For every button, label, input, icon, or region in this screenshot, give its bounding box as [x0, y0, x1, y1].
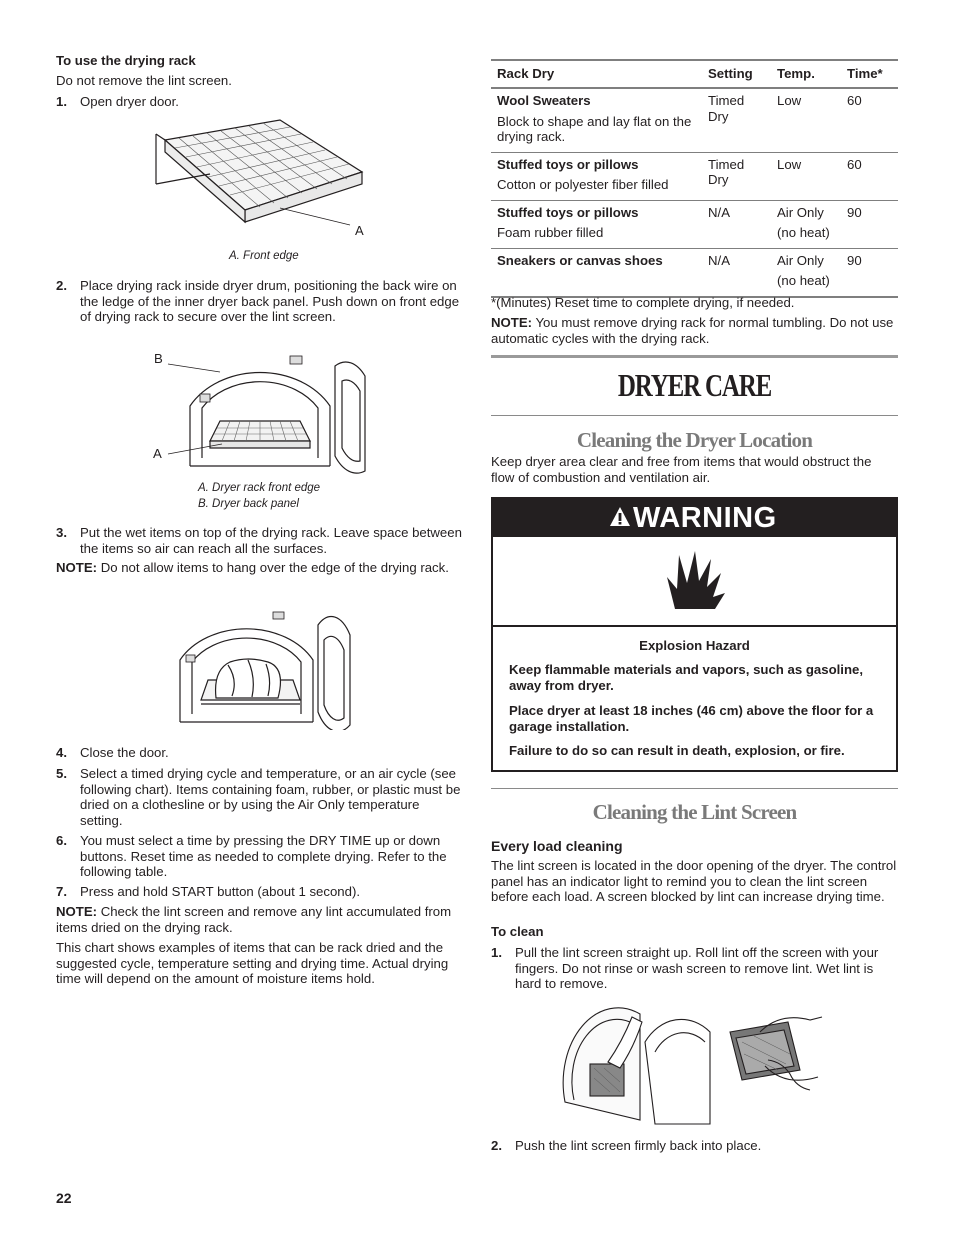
step-text: Place drying rack inside dryer drum, positioning the back wire on the ledge of the inner dryer back panel. Push down on front edge of drying rack to secure over the lint screen.: [80, 278, 460, 324]
step-number: 3.: [56, 525, 67, 540]
clean-step-1: [491, 945, 897, 992]
note-text: You must remove drying rack for normal tumbling. Do not use automatic cycles with the drying rack.: [491, 315, 894, 346]
fig2-label-b: B: [154, 351, 163, 366]
setting-cell: N/A: [702, 200, 771, 248]
col-header-time: Time*: [841, 60, 898, 88]
explosion-icon-panel: [493, 537, 896, 627]
step-text: Put the wet items on top of the drying rack. Leave space between the items so air can reach all the surfaces.: [80, 525, 462, 556]
note-label: NOTE:: [56, 904, 98, 919]
step-text: Push the lint screen firmly back into place.: [515, 1138, 762, 1153]
section-rule: [491, 415, 898, 416]
time-cell: 60: [841, 152, 898, 200]
step-5: [56, 766, 462, 828]
hazard-line-2: Place dryer at least 18 inches (46 cm) above the floor for a garage installation.: [509, 703, 874, 734]
step-text: Press and hold START button (about 1 second).: [80, 884, 361, 899]
table-footnote: *(Minutes) Reset time to complete drying, if needed.: [491, 295, 795, 310]
temp-cell: Low: [771, 88, 841, 152]
step-2: [56, 278, 462, 325]
step-text: You must select a time by pressing the DRY TIME up or down buttons. Reset time as needed to complete drying. Refer to the following table.: [80, 833, 447, 879]
step-number: 2.: [56, 278, 67, 293]
note-text: Check the lint screen and remove any lint accumulated from items dried on the drying rack.: [56, 904, 452, 935]
item-name: Stuffed toys or pillows: [497, 156, 639, 172]
hazard-title: Explosion Hazard: [639, 638, 750, 653]
step-text: Select a timed drying cycle and temperature, or an air cycle (see following chart). Items containing foam, rubber, or plastic must be dried on a clothesline or by using the Air Only temperature setting.: [80, 766, 461, 828]
fig1-label-a: A: [355, 223, 364, 238]
lint-text: The lint screen is located in the door opening of the dryer. The control panel has an indicator light to remind you to clean the lint screen before each load. A screen blocked by lint can increase drying time.: [491, 858, 897, 904]
note-text: Do not allow items to hang over the edge of the drying rack.: [97, 560, 449, 575]
step-text: Pull the lint screen straight up. Roll lint off the screen with your fingers. Do not rinse or wash screen to remove lint. Wet lint is hard to remove.: [515, 945, 879, 991]
lint-screen-removal-illustration: [560, 1002, 825, 1127]
table-note: [491, 315, 898, 346]
warning-box: [491, 497, 898, 772]
step-number: 2.: [491, 1138, 502, 1153]
col-header-temp: Temp.: [771, 60, 841, 88]
note-items: [56, 560, 462, 576]
section-rule: [491, 788, 898, 789]
rack-heading: To use the drying rack: [56, 53, 196, 68]
chart-intro: This chart shows examples of items that can be rack dried and the suggested cycle, temperature setting and drying time. Actual drying time will depend on the amount of moisture items hold.: [56, 940, 449, 986]
note-label: NOTE:: [491, 315, 533, 330]
warning-triangle-icon: [609, 506, 631, 528]
location-heading: Cleaning the Dryer Location: [576, 428, 813, 452]
dryer-rack-installed-illustration: [160, 336, 370, 476]
step-number: 6.: [56, 833, 67, 848]
note-lint: [56, 904, 462, 935]
step-text: Open dryer door.: [80, 94, 179, 109]
table-row: [491, 200, 898, 248]
fig2-label-a: A: [153, 446, 162, 461]
explosion-icon: [661, 547, 727, 613]
step-1: [56, 94, 462, 110]
time-cell: 90: [841, 200, 898, 248]
warning-banner: [493, 499, 896, 537]
table-row: [491, 88, 898, 152]
setting-cell: N/A: [702, 248, 771, 297]
hazard-line-1: Keep flammable materials and vapors, such as gasoline, away from dryer.: [509, 662, 864, 693]
table-row: [491, 152, 898, 200]
item-desc: Foam rubber filled: [497, 225, 604, 240]
item-name: Stuffed toys or pillows: [497, 204, 639, 220]
section-divider: [491, 355, 898, 358]
time-cell: 60: [841, 88, 898, 152]
drying-rack-illustration: [150, 112, 375, 242]
item-name: Sneakers or canvas shoes: [497, 252, 663, 268]
clean-step-2: [491, 1138, 897, 1154]
col-header-rack-dry: Rack Dry: [491, 60, 702, 88]
item-desc: Block to shape and lay flat on the drying rack.: [497, 113, 692, 144]
setting-cell: Timed Dry: [702, 88, 771, 152]
step-7: [56, 884, 462, 900]
step-number: 7.: [56, 884, 67, 899]
temp-cell: Low: [771, 152, 841, 200]
location-text: Keep dryer area clear and free from items that would obstruct the flow of combustion and ventilation air.: [491, 454, 872, 485]
rack-dry-table: [491, 59, 898, 298]
temp-note: (no heat): [777, 225, 830, 240]
fig2-caption-a: A. Dryer rack front edge: [198, 482, 321, 494]
temp-cell: Air Only: [777, 204, 824, 220]
rack-intro: Do not remove the lint screen.: [56, 73, 232, 88]
temp-note: (no heat): [777, 273, 830, 288]
temp-cell: Air Only: [777, 252, 824, 268]
wet-items-on-rack-illustration: [168, 600, 358, 730]
col-header-setting: Setting: [702, 60, 771, 88]
fig1-caption: A. Front edge: [229, 250, 299, 262]
step-number: 5.: [56, 766, 67, 781]
table-row: [491, 248, 898, 297]
step-number: 1.: [491, 945, 502, 960]
time-cell: 90: [841, 248, 898, 297]
to-clean-heading: To clean: [491, 924, 544, 939]
step-number: 4.: [56, 745, 67, 760]
item-desc: Cotton or polyester fiber filled: [497, 177, 669, 192]
table-header-row: [491, 60, 898, 88]
step-number: 1.: [56, 94, 67, 109]
page-number: 22: [56, 1190, 72, 1206]
step-6: [56, 833, 462, 880]
note-label: NOTE:: [56, 560, 98, 575]
fig2-caption-b: B. Dryer back panel: [198, 498, 299, 510]
warning-title: WARNING: [633, 502, 777, 534]
hazard-line-3: Failure to do so can result in death, explosion, or fire.: [509, 743, 845, 758]
step-text: Close the door.: [80, 745, 169, 760]
step-4: [56, 745, 462, 761]
every-load-heading: Every load cleaning: [491, 838, 623, 854]
step-3: [56, 525, 462, 556]
item-name: Wool Sweaters: [497, 93, 591, 108]
lint-heading: Cleaning the Lint Screen: [592, 800, 797, 824]
section-title: DRYER CARE: [617, 367, 772, 403]
setting-cell: Timed Dry: [702, 152, 771, 200]
